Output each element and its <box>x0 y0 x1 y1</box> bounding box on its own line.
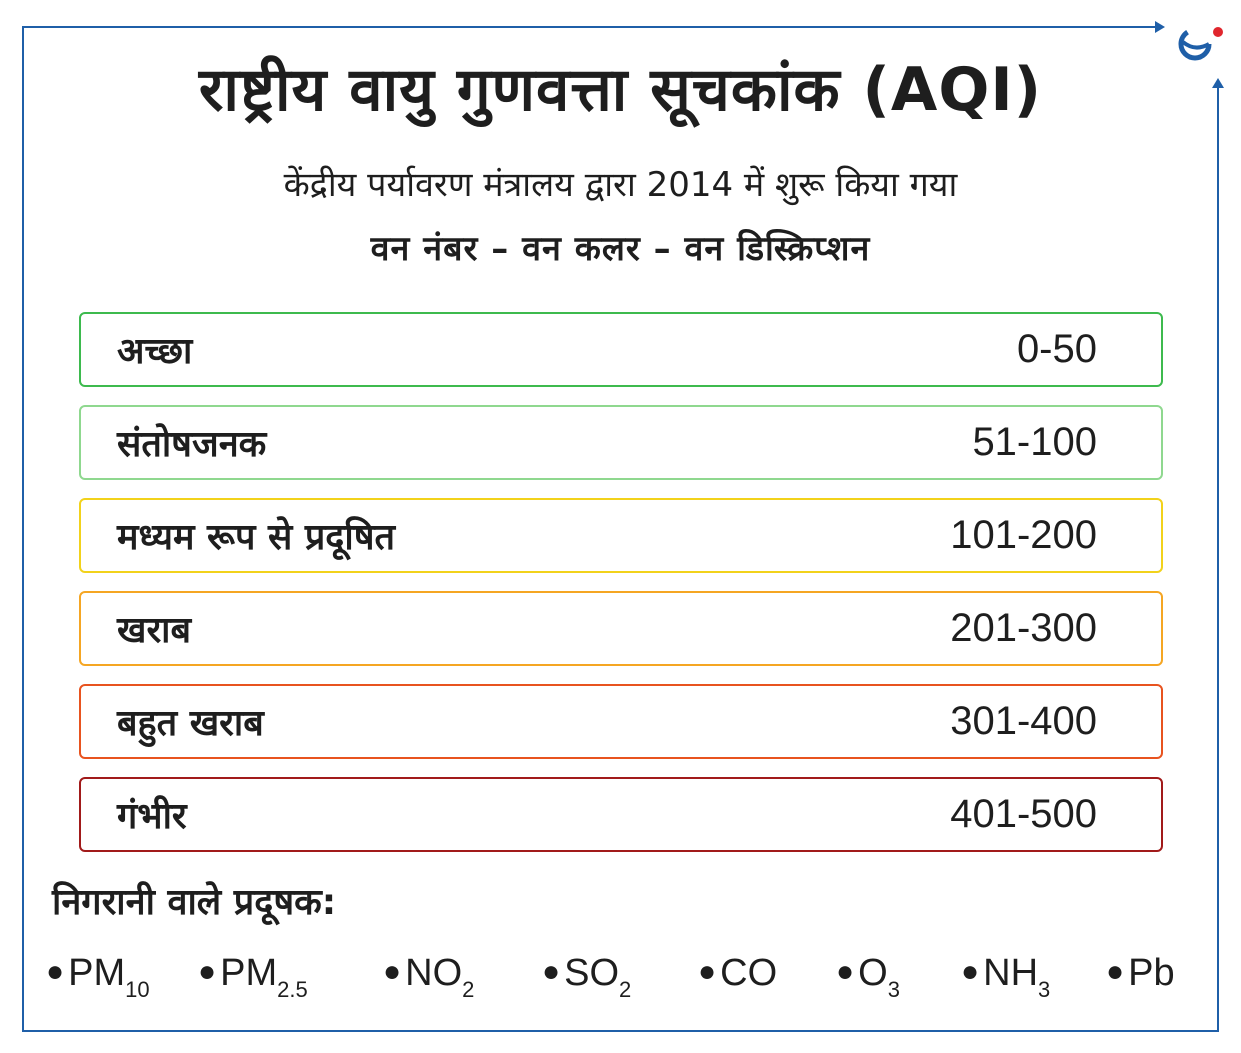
pollutant-subscript: 2.5 <box>277 977 308 1002</box>
pollutant-item <box>542 952 631 1003</box>
pollutant-subscript: 10 <box>125 977 150 1002</box>
aqi-row-moderate <box>79 498 1163 573</box>
pollutant-subscript: 2 <box>619 977 632 1002</box>
pollutant-subscript: 3 <box>887 977 900 1002</box>
page-subtitle: केंद्रीय पर्यावरण मंत्रालय द्वारा 2014 में शुरू किया गया <box>283 165 958 205</box>
aqi-label: खराब <box>117 610 192 651</box>
pollutant-name: NO <box>405 952 463 994</box>
pollutant-name: PM <box>68 952 126 994</box>
pollutant-item <box>383 952 474 1003</box>
aqi-row-poor <box>79 591 1163 666</box>
aqi-range: 201-300 <box>950 606 1097 650</box>
pollutant-item <box>836 952 900 1003</box>
aqi-label: अच्छा <box>117 331 193 372</box>
border-frame-top <box>22 26 1162 28</box>
aqi-range: 101-200 <box>950 513 1097 557</box>
aqi-label: बहुत खराब <box>117 703 264 744</box>
pollutant-name: CO <box>720 952 778 994</box>
bullet-icon: ● <box>1106 955 1125 988</box>
pollutant-item <box>46 952 150 1003</box>
pollutant-name: SO <box>564 952 620 994</box>
bullet-icon: ● <box>46 955 65 988</box>
aqi-row-severe <box>79 777 1163 852</box>
aqi-range: 401-500 <box>950 792 1097 836</box>
pollutant-name: O <box>858 952 888 994</box>
bullet-icon: ● <box>542 955 561 988</box>
aqi-range: 51-100 <box>972 420 1097 464</box>
bullet-icon: ● <box>198 955 217 988</box>
bullet-icon: ● <box>961 955 980 988</box>
pollutants-heading: निगरानी वाले प्रदूषक: <box>52 882 337 923</box>
pollutant-name: PM <box>220 952 278 994</box>
aqi-category-list <box>79 312 1163 870</box>
bullet-icon: ● <box>698 955 717 988</box>
aqi-row-good <box>79 312 1163 387</box>
pollutant-item <box>198 952 308 1003</box>
aqi-row-satisfactory <box>79 405 1163 480</box>
bullet-icon: ● <box>836 955 855 988</box>
pollutant-name: NH <box>983 952 1039 994</box>
aqi-range: 0-50 <box>1016 327 1097 371</box>
pollutant-item <box>698 952 777 995</box>
arrow-right-icon <box>1155 21 1165 33</box>
pollutant-subscript: 2 <box>462 977 475 1002</box>
tagline: वन नंबर – वन कलर – वन डिस्क्रिप्शन <box>370 229 871 269</box>
pollutant-list <box>46 952 1196 1012</box>
page-title: राष्ट्रीय वायु गुणवत्ता सूचकांक (AQI) <box>198 55 1043 125</box>
pollutant-item <box>1106 952 1175 995</box>
pollutant-subscript: 3 <box>1038 977 1051 1002</box>
bullet-icon: ● <box>383 955 402 988</box>
aqi-label: गंभीर <box>117 796 187 837</box>
pollutant-name: Pb <box>1128 952 1175 994</box>
pollutant-item <box>961 952 1050 1003</box>
aqi-row-very-poor <box>79 684 1163 759</box>
aqi-range: 301-400 <box>950 699 1097 743</box>
aqi-label: संतोषजनक <box>117 424 267 465</box>
aqi-label: मध्यम रूप से प्रदूषित <box>117 517 396 558</box>
